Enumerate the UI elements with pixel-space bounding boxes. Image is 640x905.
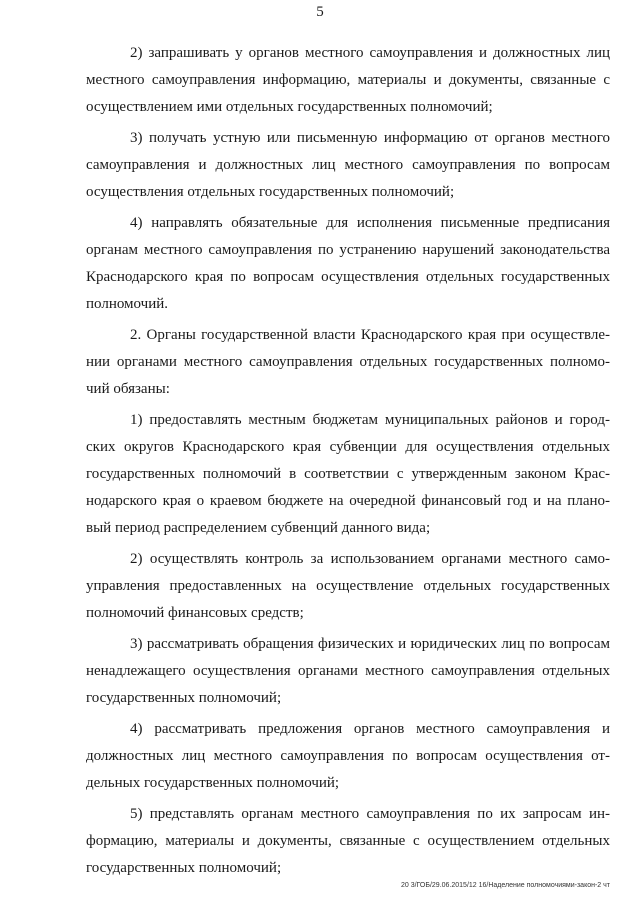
paragraph xyxy=(86,631,610,712)
text-line: государственных полномочий; xyxy=(86,690,282,706)
text-line: органам местного самоуправления по устранению нарушений законодательства xyxy=(86,242,610,258)
text-line: 1) предоставлять местным бюджетам муниципальных районов и город- xyxy=(130,412,610,428)
text-line: 4) направлять обязательные для исполнения письменные предписания xyxy=(130,215,610,231)
paragraph xyxy=(86,546,610,627)
paragraph xyxy=(86,210,610,318)
text-line: осуществления отдельных государственных полномочий; xyxy=(86,184,455,200)
text-line: формацию, материалы и документы, связанные с осуществлением отдельных xyxy=(86,833,610,849)
text-line: 2. Органы государственной власти Краснодарского края при осуществле- xyxy=(130,327,610,343)
text-line: 3) рассматривать обращения физических и юридических лиц по вопросам xyxy=(130,636,610,652)
text-line: 5) представлять органам местного самоуправления по их запросам ин- xyxy=(130,806,610,822)
text-line: 3) получать устную или письменную информацию от органов местного xyxy=(130,130,610,146)
text-line: вый период распределением субвенций данного вида; xyxy=(86,520,431,536)
text-line: 4) рассматривать предложения органов местного самоуправления и xyxy=(130,721,610,737)
text-line: полномочий. xyxy=(86,296,169,312)
page-number: 5 xyxy=(316,4,324,20)
text-line: должностных лиц местного самоуправления по вопросам осуществления от- xyxy=(86,748,610,764)
text-line: осуществлением ими отдельных государственных полномочий; xyxy=(86,99,493,115)
text-line: государственных полномочий в соответствии с утвержденным законом Крас- xyxy=(86,466,610,482)
document-body xyxy=(86,40,610,882)
text-line: управления предоставленных на осуществление отдельных государственных xyxy=(86,578,610,594)
text-line: ских округов Краснодарского края субвенции для осуществления отдельных xyxy=(86,439,610,455)
text-line: Краснодарского края по вопросам осуществления отдельных государственных xyxy=(86,269,610,285)
text-line: нии органами местного самоуправления отдельных государственных полномо- xyxy=(86,354,610,370)
text-line: 2) запрашивать у органов местного самоуправления и должностных лиц xyxy=(130,45,610,61)
paragraph xyxy=(86,716,610,797)
text-line: ненадлежащего осуществления органами местного самоуправления отдельных xyxy=(86,663,610,679)
footer-file-path: 20 3/ГОБ/29.06.2015/12 16/Наделение полномочиями-закон-2 чт xyxy=(400,882,610,889)
text-line: государственных полномочий; xyxy=(86,860,282,876)
text-line: полномочий финансовых средств; xyxy=(86,605,304,621)
text-line: самоуправления и должностных лиц местного самоуправления по вопросам xyxy=(86,157,610,173)
text-line: дельных государственных полномочий; xyxy=(86,775,340,791)
text-line: 2) осуществлять контроль за использованием органами местного само- xyxy=(130,551,610,567)
paragraph xyxy=(86,125,610,206)
paragraph xyxy=(86,322,610,403)
text-line: местного самоуправления информацию, материалы и документы, связанные с xyxy=(86,72,610,88)
paragraph xyxy=(86,801,610,882)
text-line: нодарского края о краевом бюджете на очередной финансовый год и на плано- xyxy=(86,493,610,509)
paragraph xyxy=(86,40,610,121)
text-line: чий обязаны: xyxy=(86,381,170,397)
paragraph xyxy=(86,407,610,542)
